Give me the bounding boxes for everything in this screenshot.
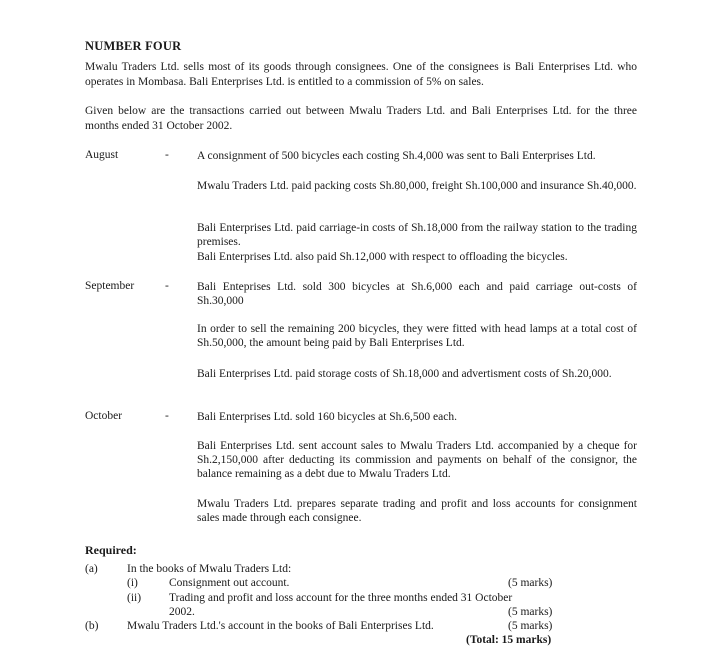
- dash-august: -: [165, 149, 169, 161]
- given-paragraph: Given below are the transactions carried out between Mwalu Traders Ltd. and Bali Enterprises Ltd. for the three months ended 31 October 2002.: [85, 105, 637, 132]
- question-heading: NUMBER FOUR: [85, 39, 182, 53]
- total-marks: (Total: 15 marks): [466, 634, 552, 646]
- entry-oct-2: Bali Enterprises Ltd. sent account sales to Mwalu Traders Ltd. accompanied by a cheque for Sh.2,150,000 after deducting its commission and payments on behalf of the consignor, the balance remaining as a debt due to Mwalu Traders Ltd.: [197, 440, 637, 480]
- part-a-i-label: (i): [127, 577, 138, 589]
- part-a-text: In the books of Mwalu Traders Ltd:: [127, 563, 292, 575]
- entry-aug-2: Mwalu Traders Ltd. paid packing costs Sh.80,000, freight Sh.100,000 and insurance Sh.40,000.: [197, 180, 637, 192]
- intro-paragraph: Mwalu Traders Ltd. sells most of its goods through consignees. One of the consignees is Bali Enterprises Ltd. who operates in Mombasa. Bali Enterprises Ltd. is entitled to a commission of 5% on sales.: [85, 61, 637, 88]
- month-september: September: [85, 280, 135, 292]
- dash-september: -: [165, 280, 169, 292]
- dash-october: -: [165, 410, 169, 422]
- month-october: October: [85, 410, 123, 422]
- entry-sep-2: In order to sell the remaining 200 bicycles, they were fitted with head lamps at a total cost of Sh.50,000, the amount being paid by Bali Enterprises Ltd.: [197, 323, 637, 349]
- part-a-i-text: Consignment out account.: [169, 577, 290, 589]
- entry-sep-3: Bali Enterprises Ltd. paid storage costs of Sh.18,000 and advertisment costs of Sh.20,000.: [197, 368, 612, 380]
- part-b-marks: (5 marks): [508, 620, 553, 632]
- entry-aug-3: Bali Enterprises Ltd. paid carriage-in costs of Sh.18,000 from the railway station to the trading premises.: [197, 222, 637, 248]
- part-a-ii-text-line2: 2002.: [169, 606, 195, 618]
- part-b-label: (b): [85, 620, 99, 632]
- entry-oct-1: Bali Enterprises Ltd. sold 160 bicycles at Sh.6,500 each.: [197, 411, 457, 423]
- entry-aug-4: Bali Enterprises Ltd. also paid Sh.12,000 with respect to offloading the bicycles.: [197, 251, 568, 263]
- part-a-ii-label: (ii): [127, 592, 142, 604]
- required-heading: Required:: [85, 543, 137, 557]
- month-august: August: [85, 149, 119, 161]
- part-a-ii-text-line1: Trading and profit and loss account for the three months ended 31 October: [169, 592, 513, 604]
- entry-sep-1: Bali Enteprises Ltd. sold 300 bicycles at Sh.6,000 each and paid carriage out-costs of Sh.30,000: [197, 281, 637, 307]
- entry-oct-3: Mwalu Traders Ltd. prepares separate trading and profit and loss accounts for consignment sales made through each consignee.: [197, 498, 637, 524]
- entry-aug-1: A consignment of 500 bicycles each costing Sh.4,000 was sent to Bali Enterprises Ltd.: [197, 150, 596, 162]
- part-a-label: (a): [85, 563, 98, 575]
- part-a-ii-marks: (5 marks): [508, 606, 553, 618]
- part-a-i-marks: (5 marks): [508, 577, 553, 589]
- part-b-text: Mwalu Traders Ltd.'s account in the books of Bali Enterprises Ltd.: [127, 620, 434, 632]
